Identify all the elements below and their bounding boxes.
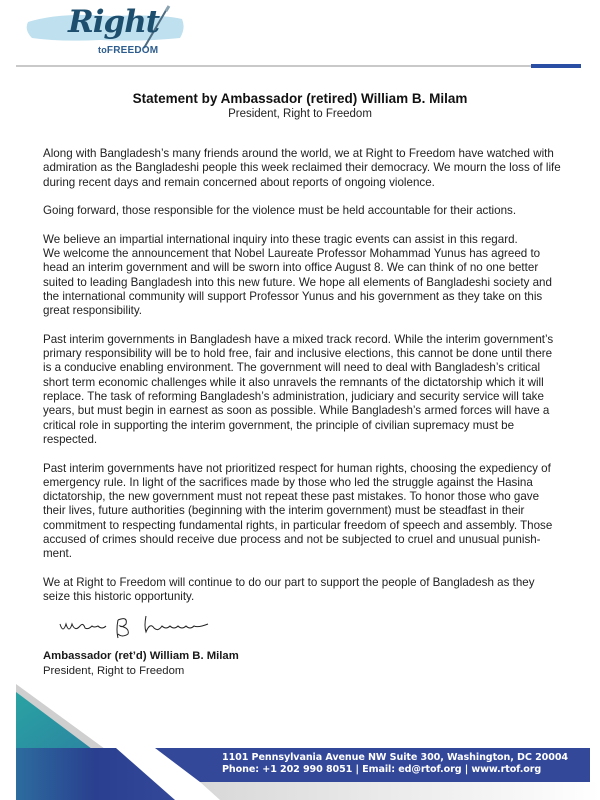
statement-body	[43, 147, 563, 619]
footer-graphic	[0, 680, 600, 800]
right-to-freedom-logo	[20, 2, 190, 64]
paragraph: Going forward, those responsible for the violence must be held accountable for their actions.	[43, 204, 517, 218]
footer-navy-band	[16, 748, 175, 800]
statement-heading	[0, 91, 600, 121]
logo-sub-main: FREEDOM	[106, 45, 159, 56]
footer-grey-strip	[200, 782, 600, 800]
footer-contact: Phone: +1 202 990 8051 | Email: ed@rtof.org | www.rtof.org	[222, 764, 542, 775]
statement-subtitle: President, Right to Freedom	[228, 108, 372, 120]
paragraph: We at Right to Freedom will continue to do our part to support the people of Bangladesh as they seize this historic opportunity.	[43, 575, 535, 604]
logo-script-text: Right	[68, 4, 160, 40]
signatory-name: Ambassador (ret’d) William B. Milam	[43, 650, 239, 662]
paragraph: We welcome the announcement that Nobel Laureate Professor Mohammad Yunus has agreed to head an interim government and will be sworn into office August 8. We can think of no one better suited to leading Bangladesh into this new future. We hope all elements of Bangladeshi society and the international community will support Professor Yunus and his government as they take on this great responsibility.	[43, 247, 552, 318]
footer-contact-block	[222, 752, 568, 776]
footer-address: 1101 Pennsylvania Avenue NW Suite 300, Washington, DC 20004	[222, 752, 568, 763]
paragraph: Past interim governments have not prioritized respect for human rights, choosing the expediency of emergency rule. In light of the sacrifices made by those who led the struggle against the Hasina dictatorship, the new government must not repeat these past mistakes. To honor those who gave their lives, future authorities (beginning with the interim government) must be steadfast in their commitment to respecting fundamental rights, in particular freedom of speech and assembly. Those accused of crimes should receive due process and not be subjected to cruel and unusual punish-ment.	[43, 461, 553, 561]
paragraph: Along with Bangladesh’s many friends around the world, we at Right to Freedom have watched with admiration as the Bangladeshi people this week reclaimed their democracy. We mourn the loss of life during recent days and remain concerned about reports of ongoing violence.	[43, 147, 561, 189]
paragraph: Past interim governments in Bangladesh have a mixed track record. While the interim government’s primary responsibility will be to hold free, fair and inclusive elections, this cannot be done until there is a conducive enabling environment. The government will need to deal with Bangladesh’s critical short term economic challenges while it also unravels the remnants of the dictatorship which it will replace. The task of reforming Bangladesh’s administration, judiciary and security service will take years, but must begin in earnest as soon as possible. While Bangladesh’s armed forces will have a critical role in supporting the interim government, the principle of civilian supremacy must be respected.	[43, 332, 554, 446]
signature-icon	[58, 612, 218, 640]
header-divider-accent	[531, 64, 581, 68]
header-divider	[16, 65, 531, 67]
statement-title: Statement by Ambassador (retired) William B. Milam	[132, 91, 468, 106]
signatory-role: President, Right to Freedom	[43, 665, 185, 677]
paragraph: We believe an impartial international inquiry into these tragic events can assist in this regard.	[43, 232, 518, 246]
letterhead-footer	[0, 680, 600, 800]
logo-sub-text	[98, 45, 158, 56]
handwritten-signature	[58, 612, 218, 640]
logo-sub-prefix: to	[98, 45, 107, 55]
